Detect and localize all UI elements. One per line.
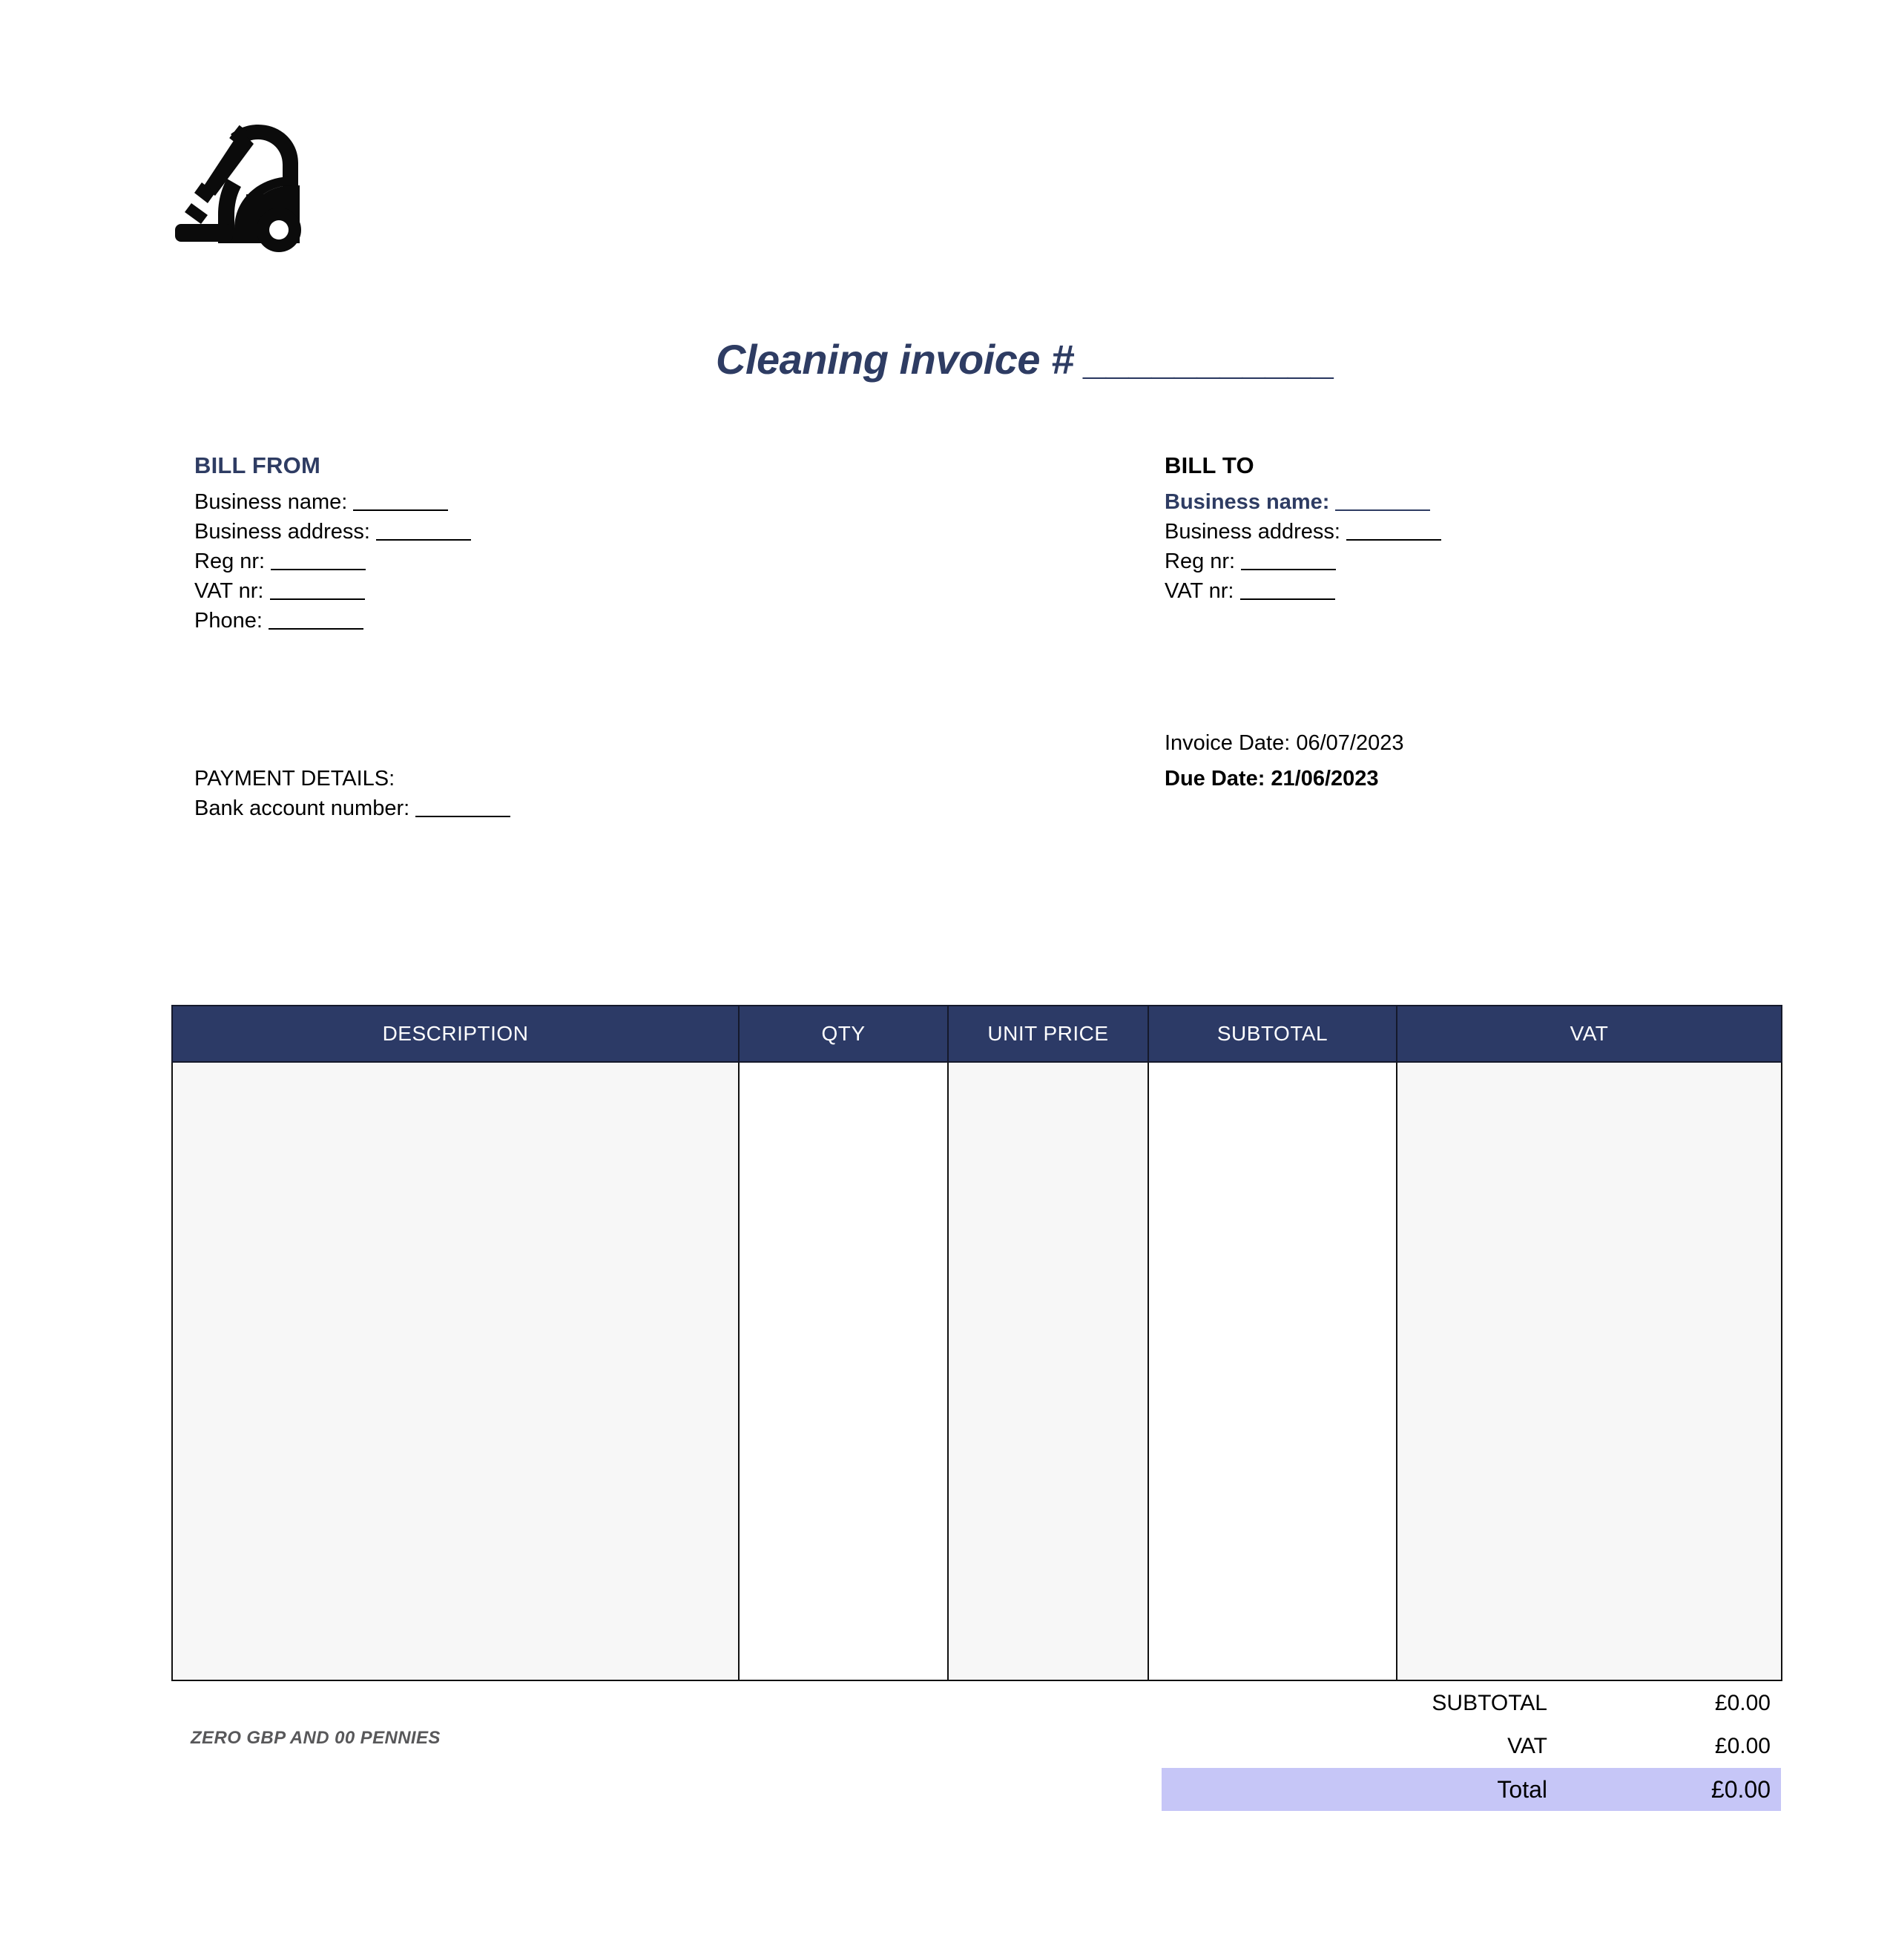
blank-line[interactable] (1346, 521, 1441, 541)
bill-from-business-address: Business address: (194, 517, 471, 547)
payment-details-heading: PAYMENT DETAILS: (194, 767, 395, 791)
cell-vat[interactable] (1397, 1062, 1782, 1680)
bill-from-vat-nr: VAT nr: (194, 576, 471, 606)
bill-to-vat-nr: VAT nr: (1165, 576, 1441, 606)
column-header-vat: VAT (1397, 1006, 1782, 1062)
blank-line[interactable] (1241, 551, 1336, 570)
blank-line[interactable] (271, 551, 366, 570)
invoice-date: Invoice Date: 06/07/2023 (1165, 731, 1404, 755)
blank-line[interactable] (415, 798, 510, 817)
cell-description[interactable] (172, 1062, 739, 1680)
dates-block (1165, 725, 1403, 796)
bill-from-business-name: Business name: (194, 487, 471, 517)
bill-to-business-address: Business address: (1165, 517, 1441, 547)
blank-line[interactable] (1335, 492, 1430, 511)
blank-line[interactable] (270, 581, 365, 600)
vacuum-cleaner-icon (169, 111, 325, 252)
table-row (172, 1062, 1782, 1680)
line-items-table (171, 1005, 1782, 1681)
subtotal-row (1162, 1682, 1781, 1725)
bank-account-number: Bank account number: (194, 793, 510, 823)
totals-table (1162, 1682, 1781, 1811)
bill-from-heading: BILL FROM (194, 452, 320, 478)
bill-from-block (194, 451, 471, 636)
column-header-subtotal: SUBTOTAL (1148, 1006, 1397, 1062)
vat-value: £0.00 (1714, 1734, 1771, 1758)
amount-in-words: ZERO GBP AND 00 PENNIES (191, 1728, 441, 1748)
subtotal-value: £0.00 (1714, 1691, 1771, 1715)
blank-line[interactable] (353, 492, 448, 511)
due-date: Due Date: 21/06/2023 (1165, 767, 1379, 791)
column-header-qty: QTY (739, 1006, 948, 1062)
bill-to-heading: BILL TO (1165, 452, 1254, 478)
subtotal-label: SUBTOTAL (1432, 1691, 1547, 1715)
total-label: Total (1162, 1768, 1547, 1811)
page-title: Cleaning invoice # ___________ (716, 336, 1335, 383)
cell-qty[interactable] (739, 1062, 948, 1680)
cell-subtotal[interactable] (1148, 1062, 1397, 1680)
bill-to-business-name: Business name: (1165, 487, 1441, 517)
bill-to-block (1165, 451, 1441, 606)
column-header-description: DESCRIPTION (172, 1006, 739, 1062)
total-value: £0.00 (1547, 1768, 1781, 1811)
bill-from-phone: Phone: (194, 606, 471, 636)
blank-line[interactable] (376, 521, 471, 541)
payment-details-block (194, 764, 510, 823)
vat-label: VAT (1507, 1734, 1547, 1758)
column-header-unit-price: UNIT PRICE (948, 1006, 1148, 1062)
cell-unit-price[interactable] (948, 1062, 1148, 1680)
bill-from-reg-nr: Reg nr: (194, 547, 471, 576)
blank-line[interactable] (269, 610, 363, 630)
table-header-row (172, 1006, 1782, 1062)
blank-line[interactable] (1240, 581, 1335, 600)
total-row (1162, 1768, 1781, 1811)
bill-to-reg-nr: Reg nr: (1165, 547, 1441, 576)
vat-row (1162, 1725, 1781, 1768)
